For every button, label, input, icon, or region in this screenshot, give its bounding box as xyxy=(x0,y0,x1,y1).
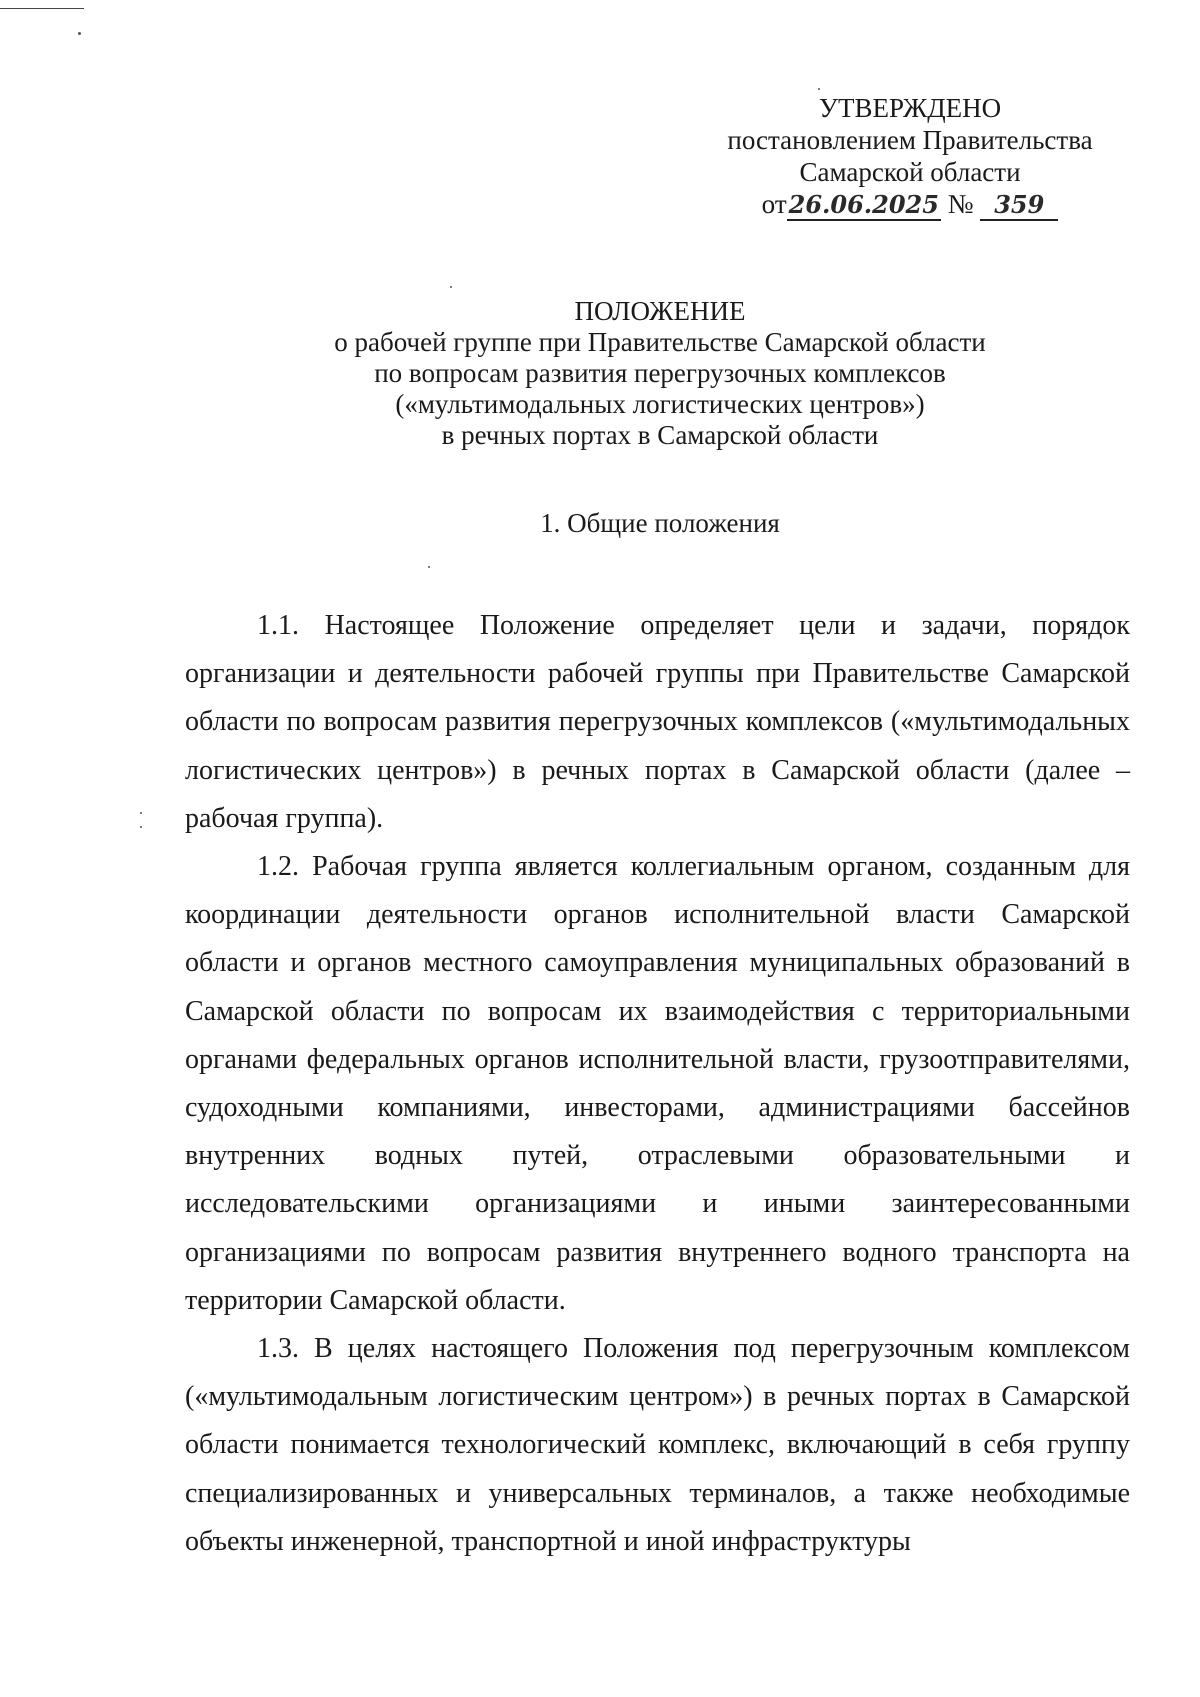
approval-region-line: Самарской области xyxy=(799,157,1021,187)
paragraph-1-2: 1.2. Рабочая группа является коллегиальным органом, созданным для координации деятельности органов исполнительной власти Самарской области и органов местного самоуправления муниципальных образований в Самарской области по вопросам их взаимодействия с территориальными органами федеральных органов исполнительной власти, грузоотправителями, судоходными компаниями, инвесторами, администрациями бассейнов внутренних водных путей, отраслевыми образовательными и исследовательскими организациями и иными заинтересованными организациями по вопросам развития внутреннего водного транспорта на территории Самарской области. xyxy=(185,851,1130,1316)
scan-speck xyxy=(818,88,820,90)
scan-speck xyxy=(78,32,81,35)
section-heading: 1. Общие положения xyxy=(540,508,780,538)
title-line-3: («мультимодальных логистических центров») xyxy=(395,389,925,419)
date-prefix: от xyxy=(761,189,787,219)
handwritten-number: 359 xyxy=(980,190,1058,221)
document-title xyxy=(250,296,1070,451)
approval-date-line xyxy=(700,188,1120,221)
title-heading: ПОЛОЖЕНИЕ xyxy=(574,296,746,326)
title-line-2: по вопросам развития перегрузочных комплексов xyxy=(374,358,946,388)
number-sign: № xyxy=(947,189,974,219)
handwritten-date: 26.06.2025 xyxy=(788,190,939,219)
approval-by-line: постановлением Правительства xyxy=(727,125,1093,155)
title-line-1: о рабочей группе при Правительстве Самарской области xyxy=(334,327,986,357)
scan-speck xyxy=(428,566,430,568)
scan-speck xyxy=(140,812,142,814)
paragraph-1-1: 1.1. Настоящее Положение определяет цели и задачи, порядок организации и деятельности рабочей группы при Правительстве Самарской области по вопросам развития перегрузочных комплексов («мультимодальных логистических центров») в речных портах в Самарской области (далее – рабочая группа). xyxy=(185,610,1130,834)
scan-edge-line xyxy=(0,8,84,9)
title-line-4: в речных портах в Самарской области xyxy=(441,420,879,450)
document-body xyxy=(185,602,1130,1566)
scan-speck xyxy=(450,286,452,288)
approval-block xyxy=(700,92,1120,221)
paragraph-1-3: 1.3. В целях настоящего Положения под перегрузочным комплексом («мультимодальным логистическим центром») в речных портах в Самарской области понимается технологический комплекс, включающий в себя группу специализированных и универсальных терминалов, а также необходимые объекты инженерной, транспортной и иной инфраструктуры xyxy=(185,1333,1130,1557)
scan-speck xyxy=(140,826,142,828)
approval-title: УТВЕРЖДЕНО xyxy=(818,93,1002,123)
